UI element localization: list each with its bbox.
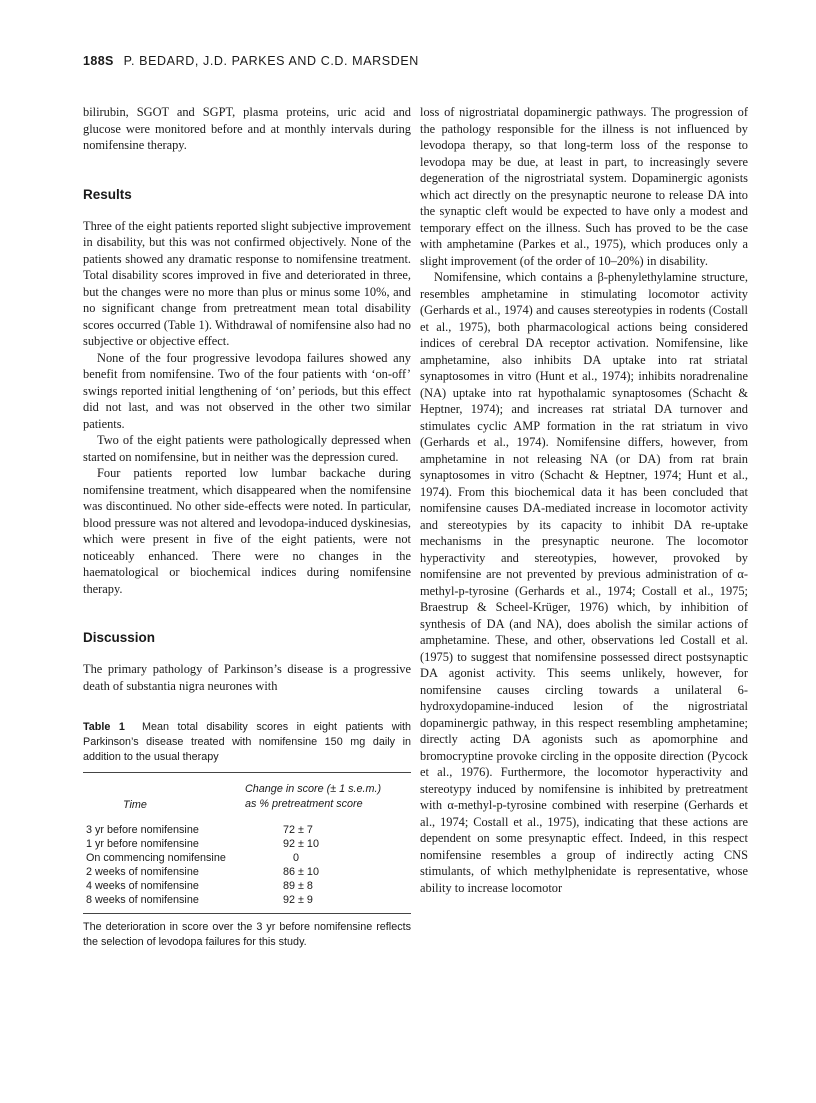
table-col-time: Time bbox=[123, 799, 147, 811]
disability-score-table bbox=[83, 823, 411, 907]
methods-continuation: bilirubin, SGOT and SGPT, plasma proteins, uric acid and glucose were monitored before and at monthly intervals during nomifensine therapy. bbox=[83, 105, 411, 152]
row-value: 89 ± 8 bbox=[283, 880, 313, 892]
row-value: 92 ± 9 bbox=[283, 894, 313, 906]
results-paragraph-4: Four patients reported low lumbar backache during nomifensine treatment, which disappeared when the nomifensine was discontinued. No other side-effects were noted. In particular, blood pressure was not altered and levodopa-induced dyskinesias, which were present in five of the eight patients, were not noticeably enhanced. There were no changes in the haematological or biochemical indices during nomifensine therapy. bbox=[83, 466, 411, 596]
row-time: 8 weeks of nomifensine bbox=[86, 894, 199, 906]
results-paragraph-2: None of the four progressive levodopa failures showed any benefit from nomifensine. Two of the four patients with ‘on-off’ swings reported initial lengthening of ‘on’ periods, but this effect did not last, and was not observed in the other two similar patients. bbox=[83, 350, 411, 431]
row-value: 92 ± 10 bbox=[283, 838, 319, 850]
table-row bbox=[83, 879, 411, 893]
row-time: 4 weeks of nomifensine bbox=[86, 880, 199, 892]
table-row bbox=[83, 837, 411, 851]
table-row bbox=[83, 823, 411, 837]
table-caption-text: Mean total disability scores in eight patients with Parkinson’s disease treated with nomifensine 150 mg daily in addition to the usual therapy bbox=[83, 721, 412, 763]
table-col-change-line-2: as % pretreatment score bbox=[245, 798, 363, 810]
page-number: 188S bbox=[83, 54, 114, 68]
discussion-paragraph-2: loss of nigrostriatal dopaminergic pathways. The progression of the pathology responsible for the illness is not influenced by levodopa therapy, so that long-term loss of the response to levodopa may be due, at least in part, to increasingly severe degeneration of the nigrostriatal system. Dopaminergic agonists which act directly on the presynaptic neurone to release DA into the synaptic cleft would be expected to have only a modest and temporary effect on the illness. Such has proved to be the case with amphetamine (Parkes et al., 1975), which produces only a slight improvement (of the order of 10–20%) in disability. bbox=[420, 105, 748, 268]
table-bottom-rule bbox=[83, 913, 411, 914]
right-column bbox=[420, 104, 748, 896]
table-row bbox=[83, 851, 411, 865]
table-footnote: The deterioration in score over the 3 yr before nomifensine reflects the selection of levodopa failures for this study. bbox=[83, 921, 411, 948]
table-row bbox=[83, 893, 411, 907]
running-header bbox=[83, 54, 743, 68]
results-heading: Results bbox=[83, 186, 132, 202]
row-value: 86 ± 10 bbox=[283, 866, 319, 878]
table-row bbox=[83, 865, 411, 879]
discussion-paragraph-1: The primary pathology of Parkinson’s disease is a progressive death of substantia nigra neurones with bbox=[83, 662, 411, 693]
row-time: 1 yr before nomifensine bbox=[86, 838, 199, 850]
table-header bbox=[83, 773, 411, 823]
results-paragraph-1: Three of the eight patients reported slight subjective improvement in disability, but this was not confirmed objectively. None of the patients showed any dramatic response to nomifensine treatment. Total disability scores improved in five and deteriorated in three, but the changes were no more than plus or minus some 10%, and no significant change from pretreatment mean total disability scores occurred (Table 1). Withdrawal of nomifensine also had no subjective or objective effect. bbox=[83, 218, 411, 348]
discussion-paragraph-3: Nomifensine, which contains a β-phenylethylamine structure, resembles amphetamine in stimulating locomotor activity (Gerhards et al., 1974) and causes stereotypies in rodents (Costall et al., 1975), both pharmacological actions being considered indices of cerebral DA receptor activation. Nomifensine, like amphetamine, also inhibits DA uptake into rat striatal synaptosomes in vitro (Hunt et al., 1974); inhibits noradrenaline (NA) uptake into rat hypothalamic synaptosomes (Schacht & Heptner, 1974); and increases rat striatal DA turnover and stimulates cyclic AMP formation in the rat striatum in vivo (Gerhards et al., 1974). Nomifensine differs, however, from amphetamine in not releasing NA (or DA) from rat brain synaptosomes in vitro (Schacht & Heptner, 1974; Hunt et al., 1974). From this biochemical data it has been concluded that nomifensine causes DA-mediated increase in locomotor activity and stereotypies by its capacity to inhibit DA re-uptake mechanisms in the presynaptic neurone. The locomotor hyperactivity and stereotypies, however, provoked by nomifensine are not prevented by previous administration of α-methyl-p-tyrosine (Gerhards et al., 1974; Costall et al., 1975; Braestrup & Scheel-Krüger, 1976) which, by inhibition of synthesis of DA (and NA), does abolish the similar actions of amphetamine. These, and other, observations led Costall et al. (1975) to suggest that nomifensine possessed direct postsynaptic DA agonist activity. This seems unlikely, however, for nomifensine causes circling towards a unilateral 6-hydroxydopamine-induced lesion of the nigrostriatal dopaminergic pathway, in this respect resembling amphetamine; directly acting DA agonists such as apomorphine and bromocryptine provoke circling in the opposite direction (Pycock et al., 1976). Furthermore, the locomotor hyperactivity and stereotypy induced by nomifensine is inhibited by pretreatment with α-methyl-p-tyrosine combined with reserpine (Gerhards et al., 1974; Costall et al., 1975), indicating that these actions are dependent on some presynaptic effect. Indeed, in this respect nomifensine resembles a group of indirectly acting CNS stimulants, of which methylphenidate is representative, whose ability to increase locomotor bbox=[420, 270, 748, 895]
row-value: 0 bbox=[293, 852, 300, 864]
row-time: 3 yr before nomifensine bbox=[86, 824, 199, 836]
table-col-change-line-1: Change in score (± 1 s.e.m.) bbox=[245, 783, 382, 795]
table-col-change bbox=[245, 782, 415, 812]
row-time: 2 weeks of nomifensine bbox=[86, 866, 199, 878]
row-value: 72 ± 7 bbox=[283, 824, 313, 836]
table-label: Table 1 bbox=[83, 721, 125, 733]
left-column bbox=[83, 104, 411, 950]
row-time: On commencing nomifensine bbox=[86, 852, 226, 864]
results-paragraph-3: Two of the eight patients were pathologically depressed when started on nomifensine, but in neither was the depression cured. bbox=[83, 433, 411, 464]
running-authors: P. BEDARD, J.D. PARKES AND C.D. MARSDEN bbox=[123, 54, 419, 68]
discussion-heading: Discussion bbox=[83, 630, 156, 645]
table-caption bbox=[83, 720, 411, 765]
